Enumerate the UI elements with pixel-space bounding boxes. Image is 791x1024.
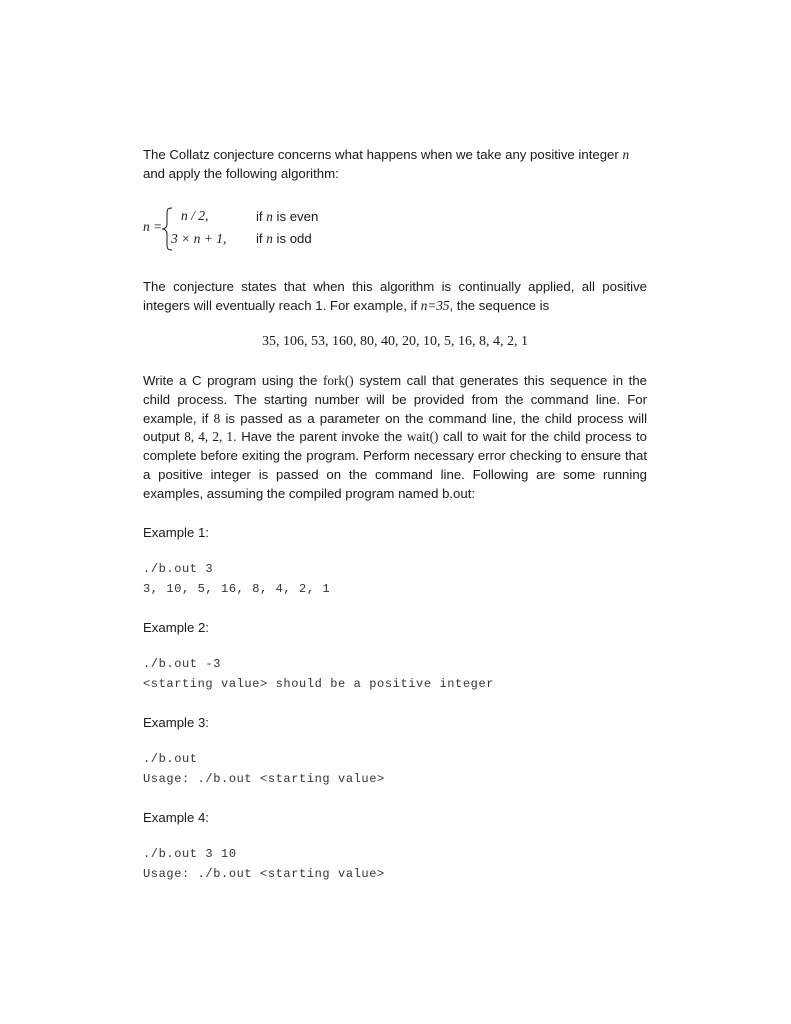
example-2-output: <starting value> should be a positive integer	[143, 677, 495, 691]
task-number-8: 8	[213, 410, 221, 426]
conjecture-variable: n=35	[420, 297, 450, 313]
odd-cond-prefix: if	[256, 231, 267, 246]
example-4-command: ./b.out 3 10	[143, 847, 237, 861]
example-4-output: Usage: ./b.out <starting value>	[143, 867, 385, 881]
formula-odd-condition	[256, 231, 312, 247]
even-cond-variable: n	[266, 209, 273, 224]
example-1-output: 3, 10, 5, 16, 8, 4, 2, 1	[143, 582, 331, 596]
task-sequence: 8, 4, 2, 1	[184, 429, 234, 445]
task-text-2: system call that generates this sequence in the child process. The starting number will be provided from the command line. For example, if	[143, 373, 647, 426]
formula-odd-expression: 3 × n + 1,	[171, 231, 227, 246]
odd-cond-variable: n	[266, 231, 273, 246]
example-4-label: Example 4:	[143, 810, 209, 825]
example-2-command: ./b.out -3	[143, 657, 222, 671]
intro-line2: and apply the following algorithm:	[143, 165, 339, 181]
intro-line1: The Collatz conjecture concerns what happens when we take any positive integer	[143, 147, 619, 162]
example-3-label: Example 3:	[143, 715, 209, 730]
formula-lhs: n =	[143, 219, 163, 234]
conjecture-text-end: , the sequence is	[449, 297, 550, 313]
task-text-4: . Have the parent invoke the	[233, 429, 407, 445]
even-cond-suffix: is even	[272, 209, 319, 224]
task-paragraph	[143, 372, 647, 504]
example-3-command: ./b.out	[143, 752, 198, 766]
example-3-output: Usage: ./b.out <starting value>	[143, 772, 385, 786]
conjecture-paragraph	[143, 278, 647, 316]
task-text-5: call to wait for the child process to complete before exiting the program. Perform necessary error checking to ensure that a positive integer is passed on the command line. Following are some running examples, assuming the compiled program named b.out:	[143, 429, 647, 501]
example-1-command: ./b.out 3	[143, 562, 214, 576]
task-text-3: is passed as a parameter on the command line, the child process will output	[143, 410, 647, 445]
fork-call: fork()	[322, 373, 354, 388]
odd-cond-suffix: is odd	[272, 231, 312, 246]
conjecture-text: The conjecture states that when this algorithm is continually applied, all positive integers will eventually reach 1. For example, if	[143, 279, 647, 313]
formula-even-condition	[256, 209, 318, 225]
task-text-1: Write a C program using the	[143, 373, 323, 388]
example-sequence: 35, 106, 53, 160, 80, 40, 20, 10, 5, 16, 8, 4, 2, 1	[262, 334, 528, 349]
example-2-label: Example 2:	[143, 620, 209, 635]
intro-paragraph	[143, 146, 647, 184]
intro-variable-n: n	[622, 147, 630, 162]
even-cond-prefix: if	[256, 209, 267, 224]
example-1-label: Example 1:	[143, 525, 209, 540]
formula-even-expression: n / 2,	[181, 208, 209, 223]
wait-call: wait()	[406, 429, 439, 445]
